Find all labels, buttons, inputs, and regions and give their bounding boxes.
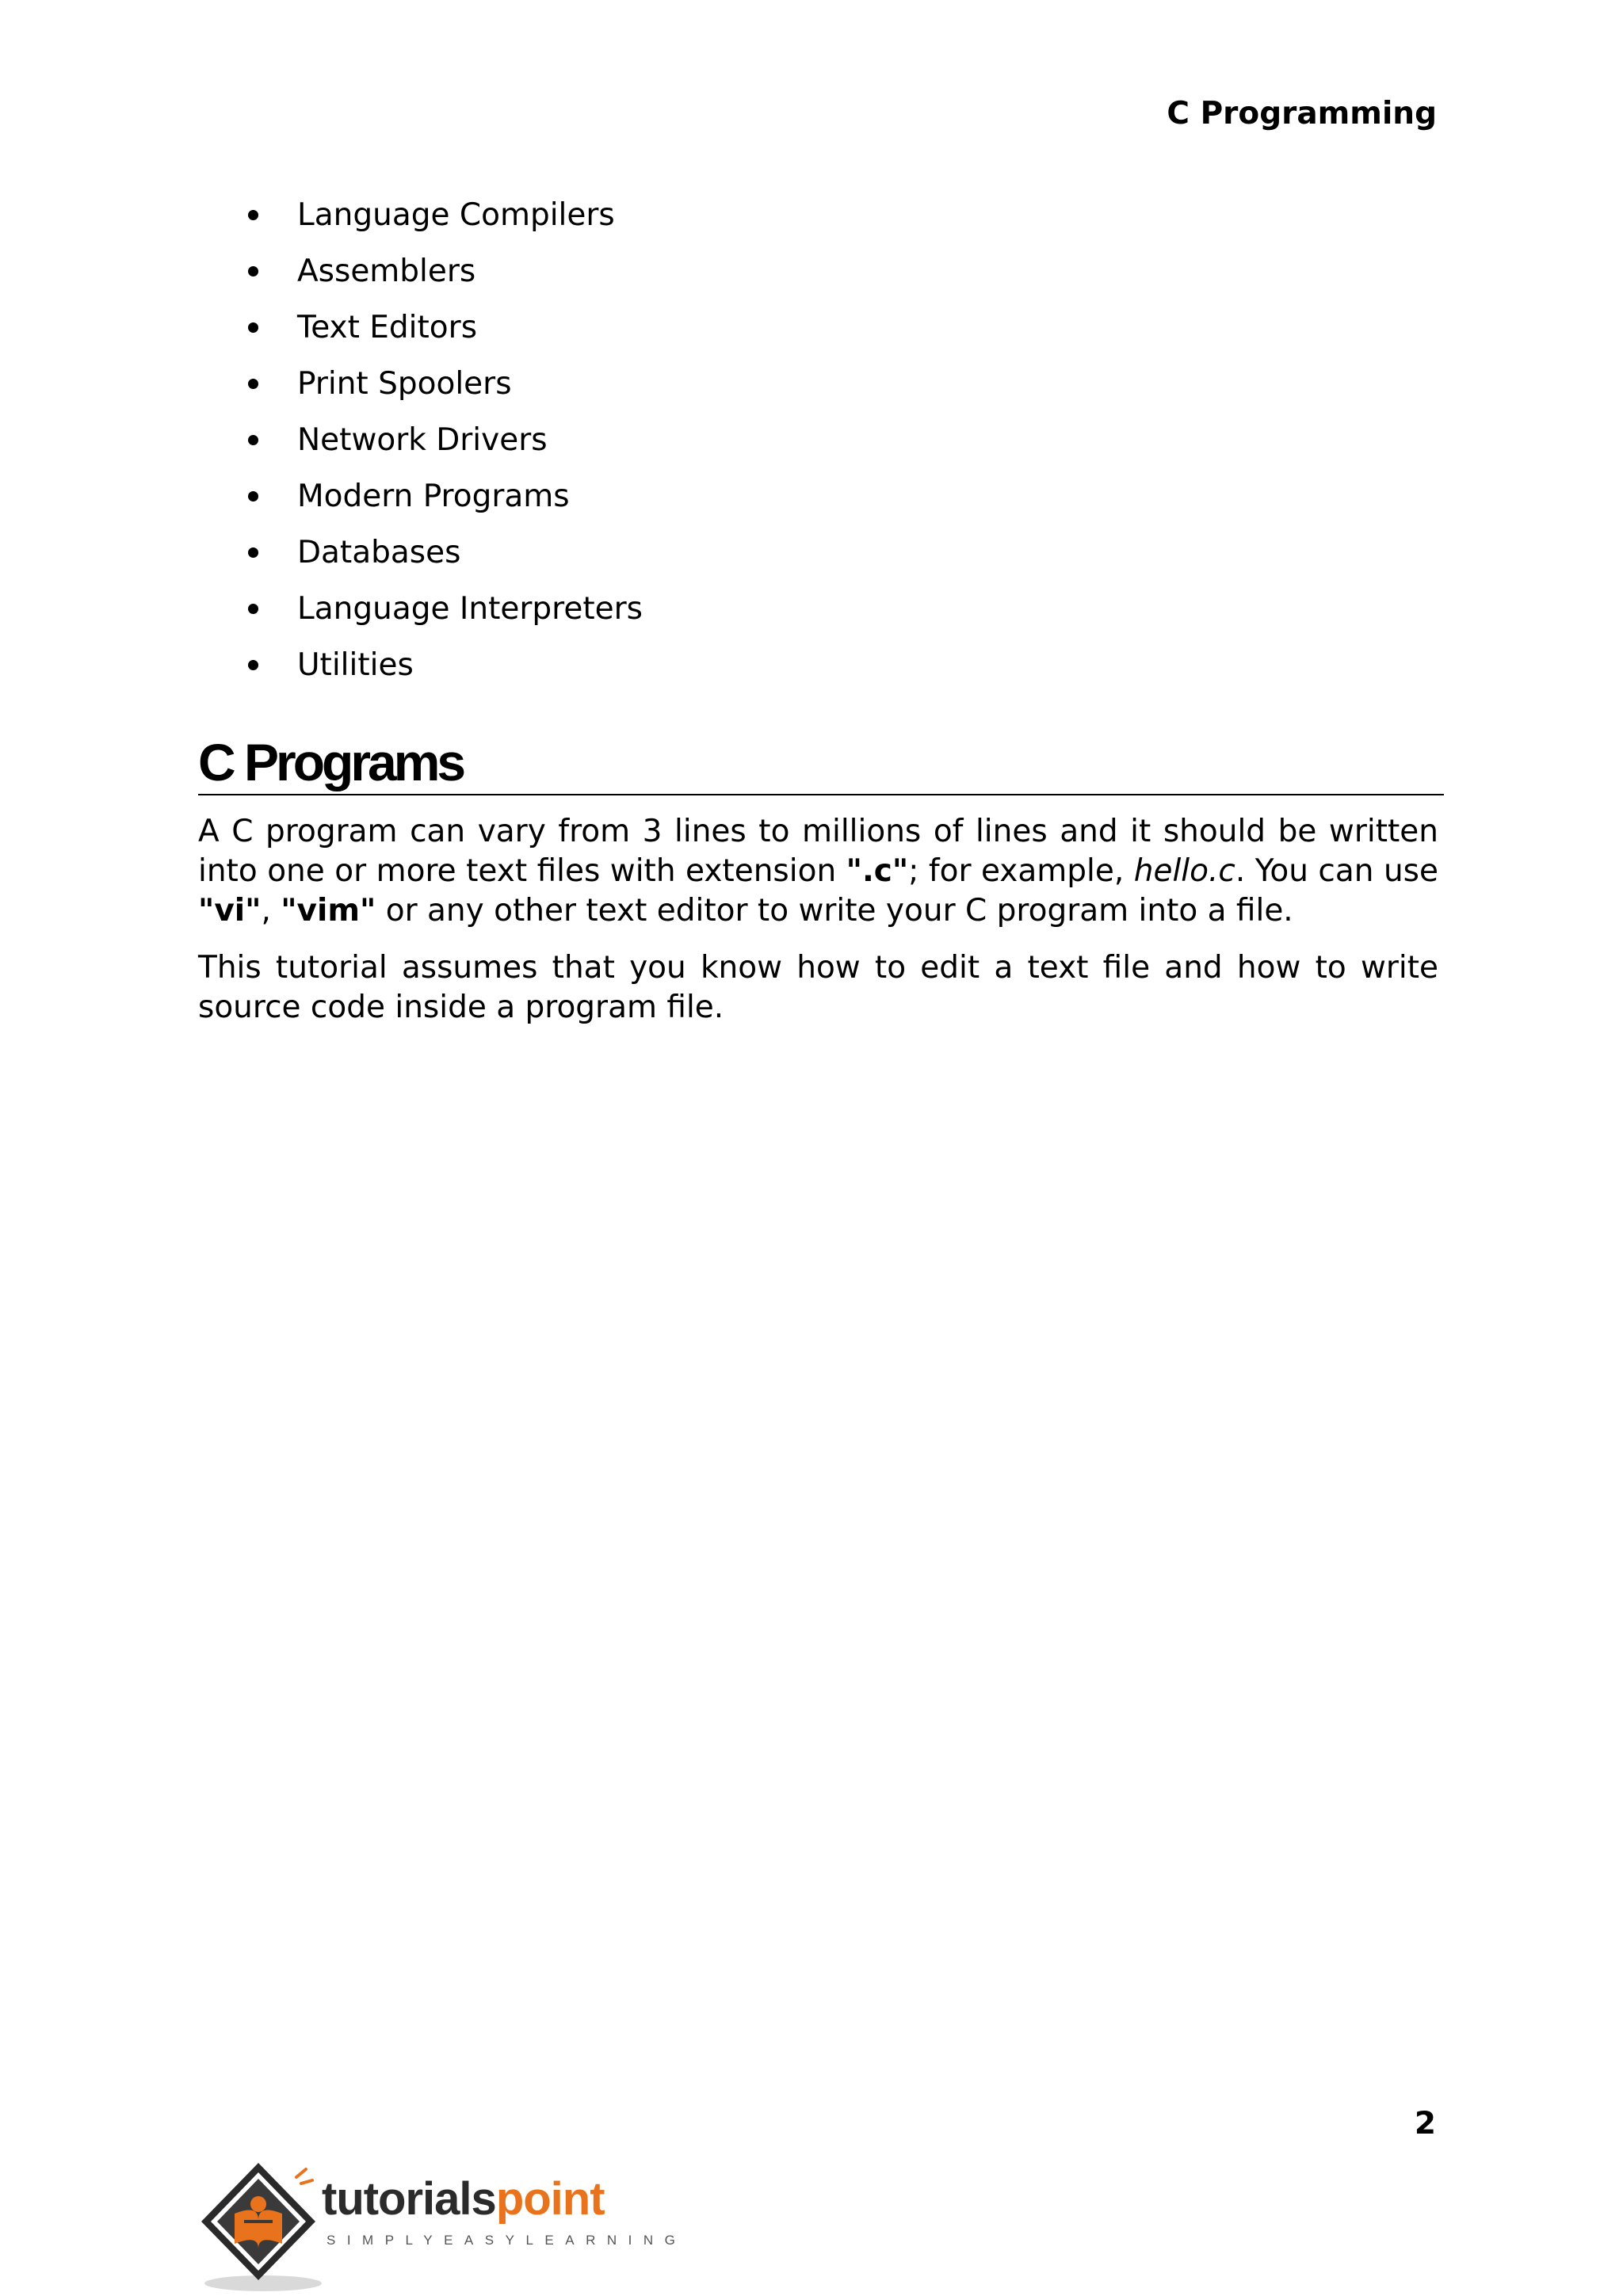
list-item	[248, 532, 643, 589]
list-item	[248, 420, 643, 476]
bullet-icon	[248, 379, 258, 389]
extension-c-bold: ".c"	[846, 853, 909, 889]
bullet-icon	[248, 547, 258, 558]
logo-word-point: point	[495, 2173, 605, 2225]
logo-tagline: SIMPLYEASYLEARNING	[327, 2233, 687, 2248]
bullet-icon	[248, 210, 258, 220]
logo-emblem-icon	[195, 2158, 322, 2293]
list-item	[248, 195, 643, 251]
list-item-label: Language Interpreters	[297, 591, 643, 627]
paragraph-intro	[198, 812, 1438, 931]
text-run: A C program can vary from 3 lines to millions of lines and it should be written into one or more text files with extension	[198, 814, 1438, 889]
vi-bold: "vi"	[198, 893, 262, 929]
filename-italic: hello.c	[1133, 853, 1235, 889]
section-heading: C Programs	[198, 730, 1444, 795]
bullet-icon	[248, 435, 258, 445]
running-header: C Programming	[1167, 96, 1437, 132]
list-item-label: Network Drivers	[297, 422, 548, 458]
page-number: 2	[1414, 2106, 1436, 2142]
list-item	[248, 364, 643, 420]
list-item-label: Text Editors	[297, 310, 478, 345]
list-item-label: Modern Programs	[297, 479, 570, 514]
bullet-list	[248, 195, 643, 701]
logo-word-tutorials: tutorials	[322, 2173, 496, 2225]
text-run: ; for example,	[908, 853, 1134, 889]
paragraph-assumption: This tutorial assumes that you know how to edit a text file and how to write source code inside a program file.	[198, 950, 1438, 1025]
bullet-icon	[248, 660, 258, 670]
list-item-label: Language Compilers	[297, 197, 615, 233]
text-run: ,	[261, 893, 281, 929]
text-run: . You can use	[1235, 853, 1438, 889]
vim-bold: "vim"	[281, 893, 376, 929]
bullet-icon	[248, 322, 258, 333]
tutorialspoint-logo	[195, 2158, 687, 2293]
bullet-icon	[248, 604, 258, 614]
bullet-icon	[248, 491, 258, 502]
text-run: or any other text editor to write your C program into a file.	[376, 893, 1293, 929]
list-item	[248, 251, 643, 307]
bullet-icon	[248, 266, 258, 277]
list-item-label: Utilities	[297, 647, 414, 683]
list-item	[248, 307, 643, 364]
list-item	[248, 589, 643, 645]
list-item-label: Databases	[297, 535, 461, 570]
list-item-label: Assemblers	[297, 254, 476, 289]
list-item	[248, 645, 643, 701]
logo-wordmark	[322, 2174, 605, 2225]
list-item-label: Print Spoolers	[297, 366, 512, 402]
list-item	[248, 476, 643, 532]
